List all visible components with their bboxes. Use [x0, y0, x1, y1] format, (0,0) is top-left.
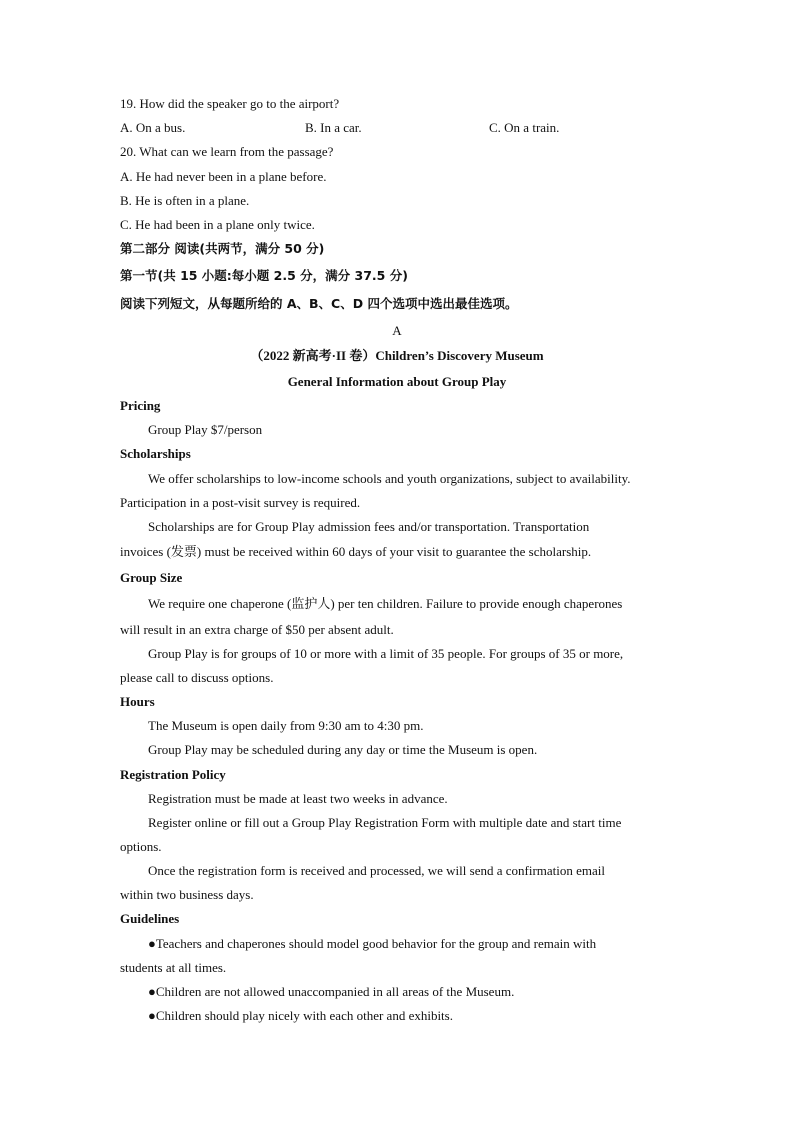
q19-option-c: C. On a train. — [489, 120, 560, 135]
group-size-p2-line2: please call to discuss options. — [120, 670, 274, 685]
scholarships-p1-line2: Participation in a post-visit survey is required. — [120, 495, 361, 510]
guideline-3: ●Children should play nicely with each other and exhibits. — [148, 1008, 453, 1023]
passage-letter: A — [392, 323, 402, 338]
guideline-2: ●Children are not allowed unaccompanied in all areas of the Museum. — [148, 984, 515, 999]
registration-p3-line2: within two business days. — [120, 887, 254, 902]
heading-scholarships: Scholarships — [120, 446, 191, 461]
registration-p2-line1: Register online or fill out a Group Play Registration Form with multiple date and start time — [148, 815, 622, 830]
heading-group-size: Group Size — [120, 570, 183, 585]
scholarships-p2-line2: invoices (发票) must be received within 60 days of your visit to guarantee the scholarship. — [120, 544, 592, 559]
question-20-stem: 20. What can we learn from the passage? — [120, 144, 334, 159]
section-part-heading: 第二部分 阅读(共两节，满分 50 分) — [120, 241, 325, 256]
section-instructions: 阅读下列短文，从每题所给的 A、B、C、D 四个选项中选出最佳选项。 — [120, 296, 518, 311]
guideline-1-line1: ●Teachers and chaperones should model good behavior for the group and remain with — [148, 936, 597, 951]
q19-option-b: B. In a car. — [305, 120, 362, 135]
q20-option-b: B. He is often in a plane. — [120, 193, 250, 208]
passage-subtitle: General Information about Group Play — [287, 374, 507, 389]
q20-option-c: C. He had been in a plane only twice. — [120, 217, 315, 232]
group-size-p2-line1: Group Play is for groups of 10 or more with a limit of 35 people. For groups of 35 or more, — [148, 646, 624, 661]
registration-line1: Registration must be made at least two weeks in advance. — [148, 791, 448, 806]
scholarships-p2-line1: Scholarships are for Group Play admission fees and/or transportation. Transportation — [148, 519, 590, 534]
group-size-p1-line2: will result in an extra charge of $50 per absent adult. — [120, 622, 394, 637]
heading-guidelines: Guidelines — [120, 911, 180, 926]
section-sub-heading: 第一节(共 15 小题:每小题 2.5 分，满分 37.5 分) — [120, 268, 408, 283]
question-19-stem: 19. How did the speaker go to the airport? — [120, 96, 340, 111]
pricing-text: Group Play $7/person — [148, 422, 263, 437]
hours-line1: The Museum is open daily from 9:30 am to 4:30 pm. — [148, 718, 424, 733]
guideline-1-line2: students at all times. — [120, 960, 227, 975]
hours-line2: Group Play may be scheduled during any day or time the Museum is open. — [148, 742, 538, 757]
heading-hours: Hours — [120, 694, 155, 709]
group-size-p1-line1: We require one chaperone (监护人) per ten children. Failure to provide enough chaperones — [148, 596, 623, 611]
q20-option-a: A. He had never been in a plane before. — [120, 169, 327, 184]
q19-option-a: A. On a bus. — [120, 120, 186, 135]
passage-title: （2022 新高考·II 卷）Children’s Discovery Museum — [250, 348, 544, 363]
heading-pricing: Pricing — [120, 398, 161, 413]
heading-registration-policy: Registration Policy — [120, 767, 226, 782]
registration-p2-line2: options. — [120, 839, 162, 854]
scholarships-p1-line1: We offer scholarships to low-income schools and youth organizations, subject to availability. — [148, 471, 631, 486]
registration-p3-line1: Once the registration form is received and processed, we will send a confirmation email — [148, 863, 606, 878]
